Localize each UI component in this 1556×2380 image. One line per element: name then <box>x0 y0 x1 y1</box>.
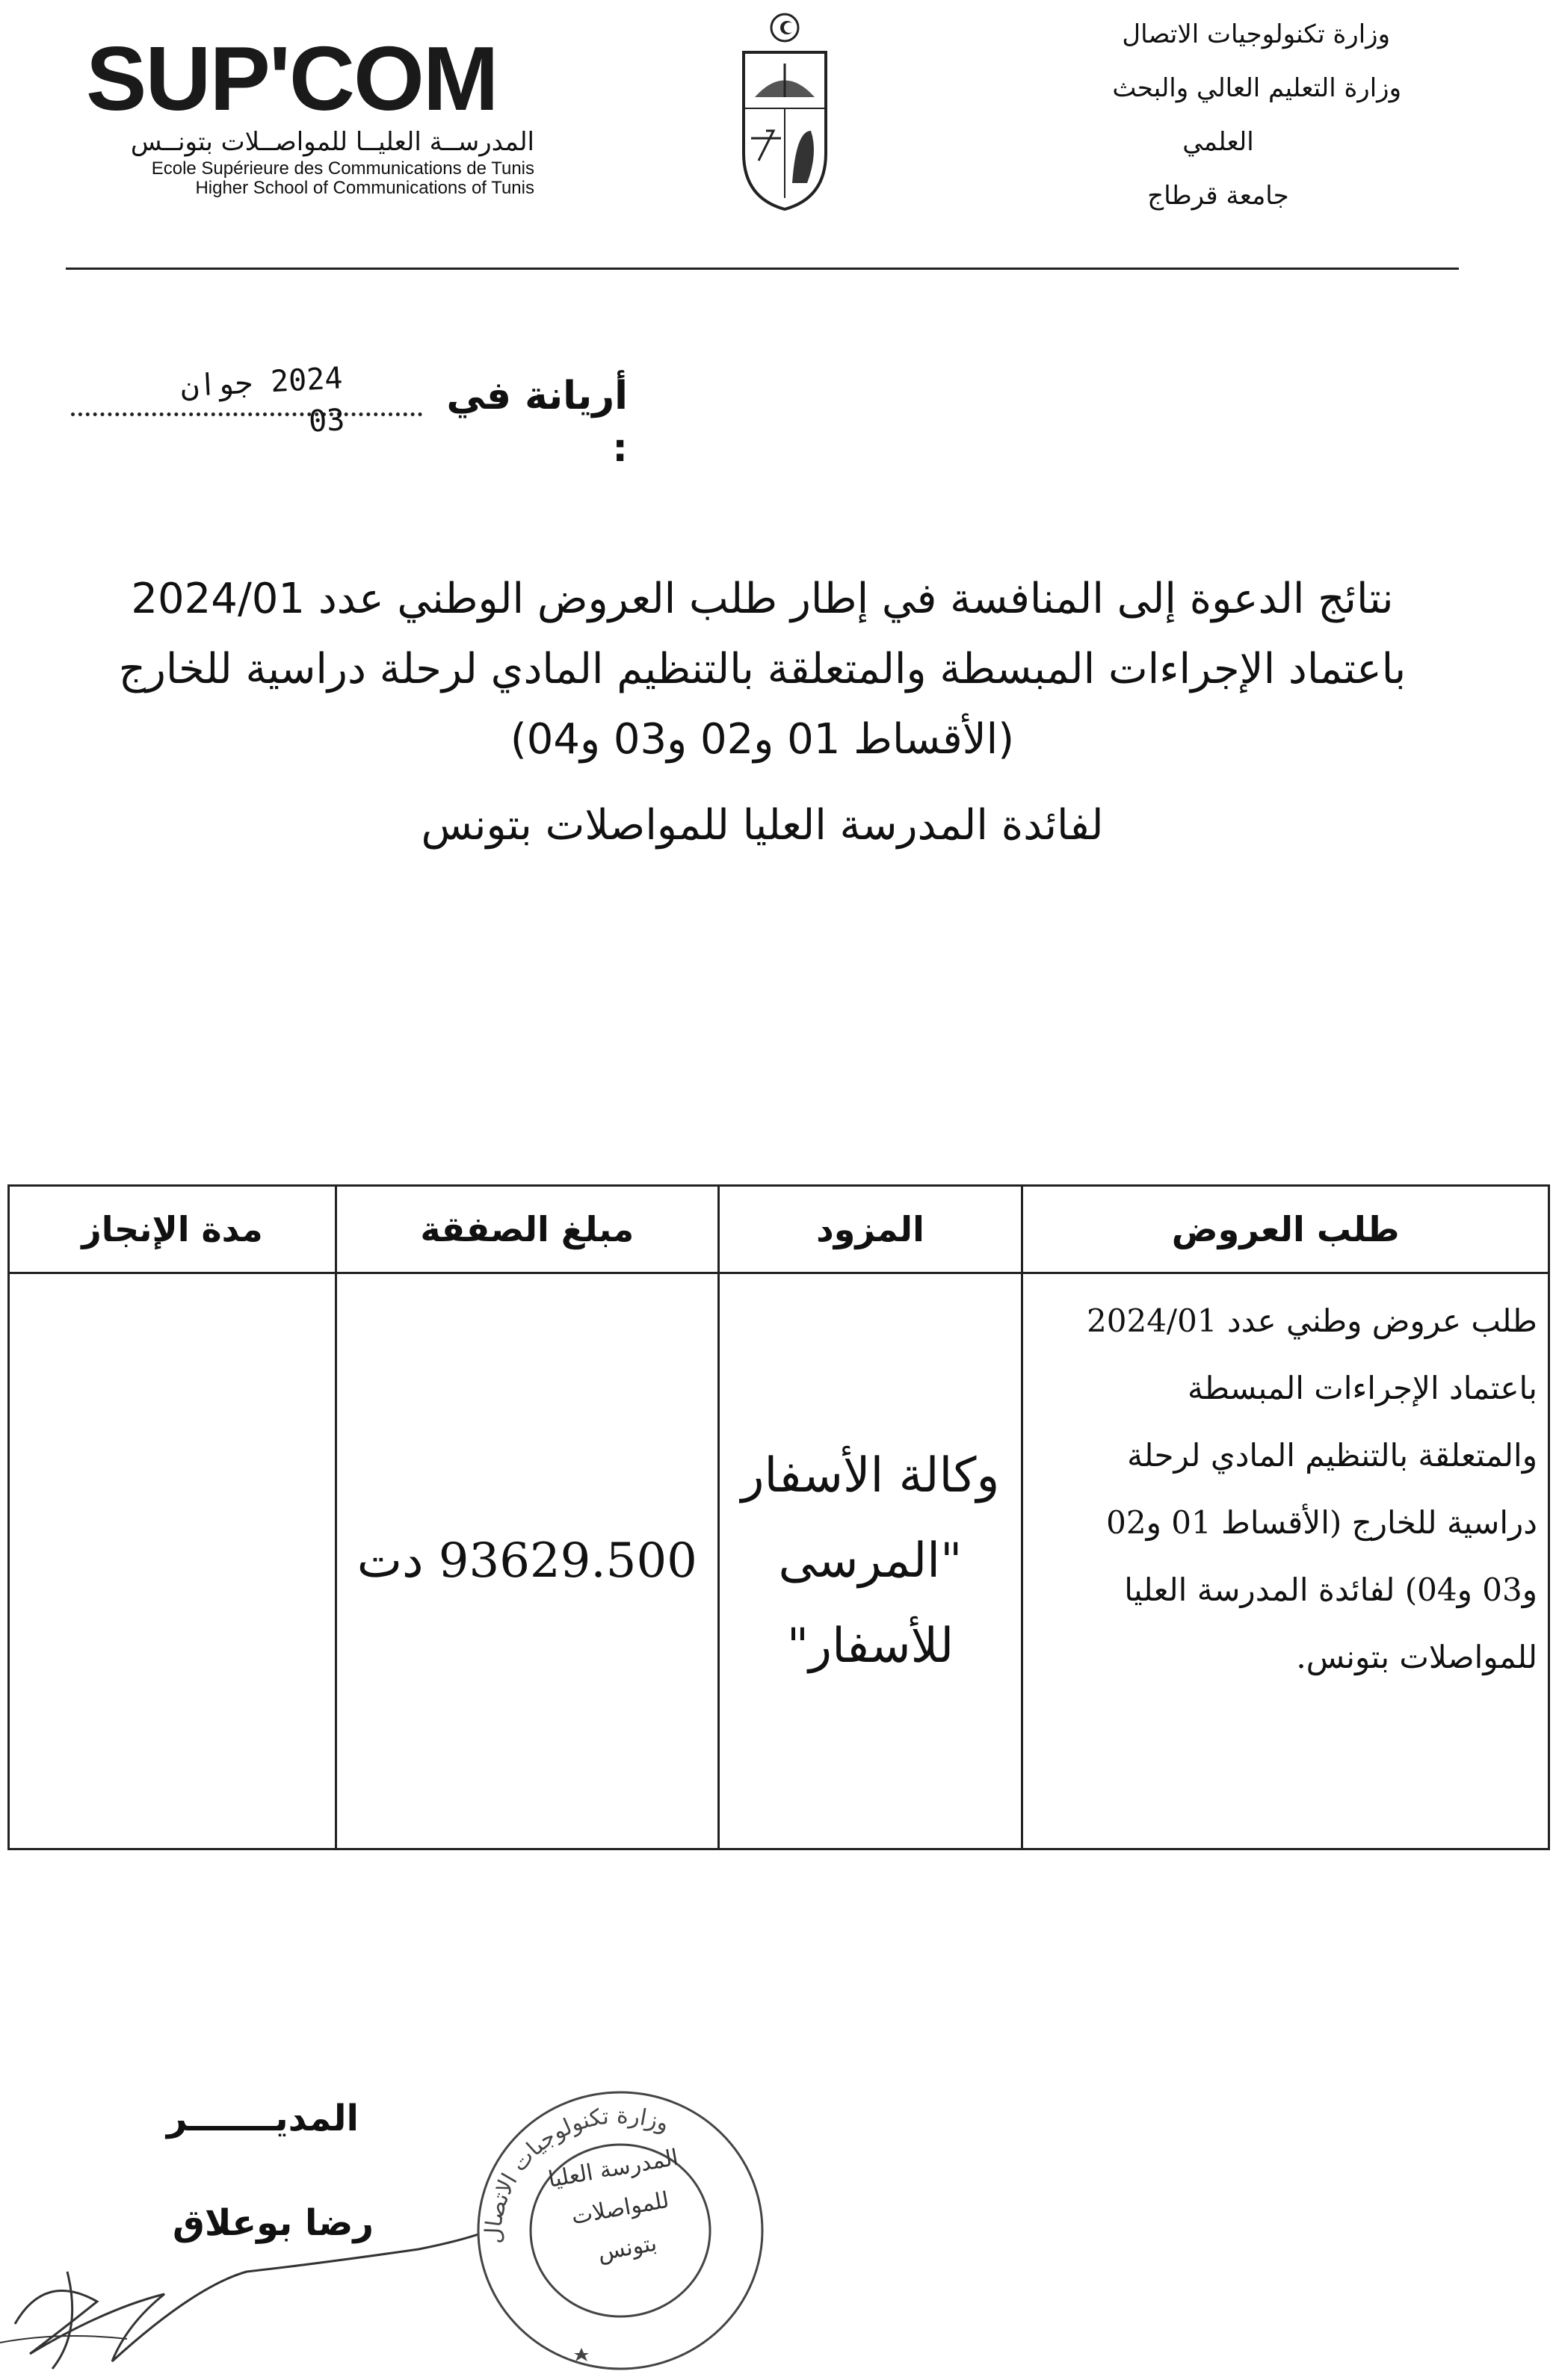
stamp-line: بتونس <box>596 2230 659 2266</box>
header-divider <box>66 268 1459 270</box>
cell-offer <box>1022 1273 1549 1849</box>
title-line: باعتماد الإجراءات المبسطة والمتعلقة بالتنظيم المادي لرحلة دراسية للخارج <box>118 645 1407 693</box>
date-value-stamp: 2024 جوان 03 <box>179 361 346 439</box>
date-label: أريانة في : <box>446 374 628 471</box>
stamp-ring-text: وزارة تكنولوجيات الاتصال <box>480 2102 673 2245</box>
ministry-line: وزارة التعليم العالي والبحث <box>1112 73 1401 103</box>
offer-line: للمواصلات بتونس. <box>1296 1639 1537 1675</box>
header-supplier: المزود <box>718 1186 1022 1273</box>
document-subtitle: لفائدة المدرسة العليا للمواصلات بتونس <box>421 801 1104 850</box>
director-title: المديـــــــر <box>166 2098 359 2139</box>
ministry-line: وزارة تكنولوجيات الاتصال <box>1122 19 1390 49</box>
cell-supplier <box>718 1273 1022 1849</box>
cell-duration <box>9 1273 336 1849</box>
offer-line: والمتعلقة بالتنظيم المادي لرحلة <box>1127 1437 1537 1474</box>
logo-french-name: Ecole Supérieure des Communications de Tunis <box>151 158 534 179</box>
logo-wordmark: SUP'COM <box>86 28 498 129</box>
coat-of-arms-icon <box>736 11 833 213</box>
stamp-line: المدرسة العليا <box>546 2144 681 2193</box>
title-line: نتائج الدعوة إلى المنافسة في إطار طلب العروض الوطني عدد 2024/01 <box>131 575 1394 623</box>
results-table <box>7 1184 1550 1850</box>
offer-line: دراسية للخارج (الأقساط 01 و02 <box>1106 1504 1537 1541</box>
title-line: (الأقساط 01 و02 و03 و04) <box>510 715 1015 764</box>
ministry-line: العلمي <box>1182 127 1254 157</box>
director-name: رضا بوعلاق <box>172 2202 374 2244</box>
supplier-line: وكالة الأسفار <box>741 1448 1000 1503</box>
logo-arabic-name: المدرســة العليــا للمواصــلات بتونــس <box>130 127 534 157</box>
cell-amount: 93629.500 دت <box>336 1273 718 1849</box>
supplier-line: للأسفار" <box>786 1619 954 1674</box>
ministries-block <box>1001 7 1435 223</box>
header-offer: طلب العروض <box>1022 1186 1549 1273</box>
offer-line: و03 و04) لفائدة المدرسة العليا <box>1124 1571 1537 1608</box>
school-logo <box>86 30 549 202</box>
offer-line: طلب عروض وطني عدد 2024/01 <box>1087 1302 1537 1339</box>
stamp-line: للمواصلات <box>569 2186 671 2231</box>
handwritten-signature-icon <box>0 2182 523 2380</box>
header-duration: مدة الإنجاز <box>9 1186 336 1273</box>
document-title <box>105 564 1420 775</box>
table-header-row <box>9 1186 1549 1273</box>
logo-english-name: Higher School of Communications of Tunis <box>195 178 534 198</box>
table-row <box>9 1273 1549 1849</box>
offer-line: باعتماد الإجراءات المبسطة <box>1188 1370 1537 1406</box>
supplier-line: "المرسى <box>778 1533 963 1589</box>
header-amount: مبلغ الصفقة <box>336 1186 718 1273</box>
university-line: جامعة قرطاج <box>1147 181 1289 211</box>
